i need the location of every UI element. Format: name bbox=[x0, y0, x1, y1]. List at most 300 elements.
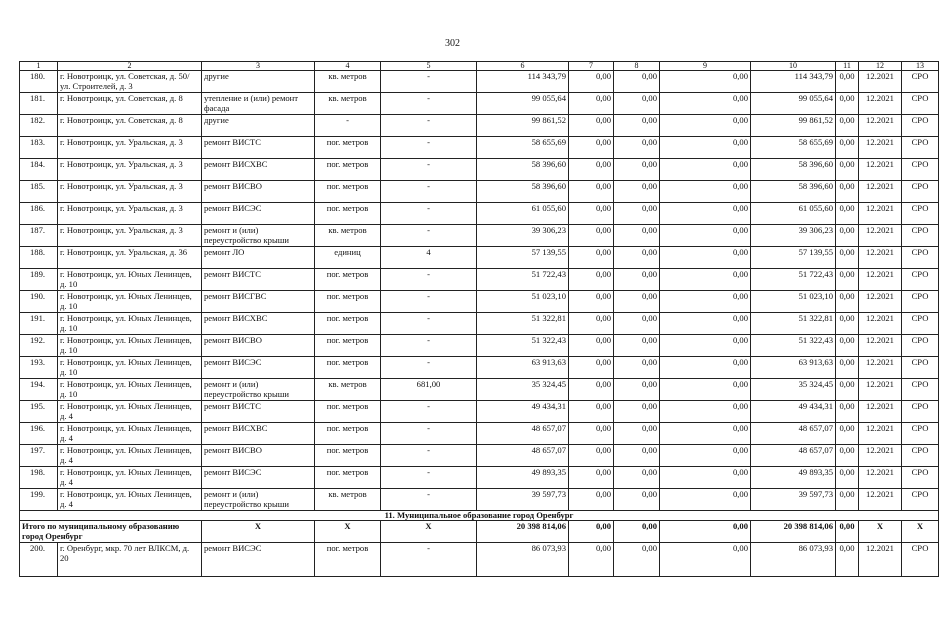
unit-cell: пог. метров bbox=[315, 401, 381, 423]
unit-cell: пог. метров bbox=[315, 335, 381, 357]
cost-fund-cell: 0,00 bbox=[569, 423, 614, 445]
unit-cell: пог. метров bbox=[315, 203, 381, 225]
row-number: 180. bbox=[20, 71, 58, 93]
address-cell: г. Новотроицк, ул. Юных Ленинцев, д. 10 bbox=[58, 357, 202, 379]
method-cell: СРО bbox=[902, 543, 939, 577]
deadline-cell: 12.2021 bbox=[859, 489, 902, 511]
quantity-cell: - bbox=[381, 115, 477, 137]
specific-cost-cell: 0,00 bbox=[836, 291, 859, 313]
cost-fund-cell: 0,00 bbox=[569, 357, 614, 379]
address-cell: г. Новотроицк, ул. Уральская, д. 3 bbox=[58, 225, 202, 247]
address-cell: г. Новотроицк, ул. Юных Ленинцев, д. 10 bbox=[58, 291, 202, 313]
cost-owners-cell: 57 139,55 bbox=[751, 247, 836, 269]
total-v12-cell: X bbox=[859, 521, 902, 543]
table-row bbox=[20, 269, 939, 291]
cost-budget-cell: 0,00 bbox=[614, 401, 660, 423]
cost-owners-cell: 51 322,81 bbox=[751, 313, 836, 335]
method-cell: СРО bbox=[902, 181, 939, 203]
table-row bbox=[20, 423, 939, 445]
total-work-cell: X bbox=[202, 521, 315, 543]
unit-cell: кв. метров bbox=[315, 489, 381, 511]
cost-total-cell: 86 073,93 bbox=[477, 543, 569, 577]
cost-fund-cell: 0,00 bbox=[569, 203, 614, 225]
address-cell: г. Новотроицк, ул. Уральская, д. 3 bbox=[58, 203, 202, 225]
quantity-cell: - bbox=[381, 357, 477, 379]
unit-cell: пог. метров bbox=[315, 467, 381, 489]
cost-owners-cell: 39 306,23 bbox=[751, 225, 836, 247]
total-v6-cell: 20 398 814,06 bbox=[477, 521, 569, 543]
column-number: 6 bbox=[477, 62, 569, 71]
specific-cost-cell: 0,00 bbox=[836, 357, 859, 379]
unit-cell: - bbox=[315, 115, 381, 137]
method-cell: СРО bbox=[902, 115, 939, 137]
unit-cell: пог. метров bbox=[315, 445, 381, 467]
method-cell: СРО bbox=[902, 379, 939, 401]
address-cell: г. Новотроицк, ул. Уральская, д. 3 bbox=[58, 159, 202, 181]
cost-other-cell: 0,00 bbox=[660, 489, 751, 511]
cost-owners-cell: 48 657,07 bbox=[751, 423, 836, 445]
section-header-row bbox=[20, 511, 939, 521]
work-type-cell: ремонт ВИСГВС bbox=[202, 291, 315, 313]
work-type-cell: ремонт ВИСХВС bbox=[202, 313, 315, 335]
address-cell: г. Новотроицк, ул. Юных Ленинцев, д. 4 bbox=[58, 445, 202, 467]
deadline-cell: 12.2021 bbox=[859, 269, 902, 291]
work-type-cell: ремонт ВИСВО bbox=[202, 335, 315, 357]
method-cell: СРО bbox=[902, 137, 939, 159]
quantity-cell: - bbox=[381, 93, 477, 115]
unit-cell: пог. метров bbox=[315, 291, 381, 313]
total-v7-cell: 0,00 bbox=[569, 521, 614, 543]
work-type-cell: другие bbox=[202, 115, 315, 137]
method-cell: СРО bbox=[902, 445, 939, 467]
table-row bbox=[20, 71, 939, 93]
cost-owners-cell: 58 655,69 bbox=[751, 137, 836, 159]
table-row bbox=[20, 137, 939, 159]
cost-total-cell: 63 913,63 bbox=[477, 357, 569, 379]
method-cell: СРО bbox=[902, 159, 939, 181]
deadline-cell: 12.2021 bbox=[859, 115, 902, 137]
row-number: 193. bbox=[20, 357, 58, 379]
cost-total-cell: 39 597,73 bbox=[477, 489, 569, 511]
cost-budget-cell: 0,00 bbox=[614, 71, 660, 93]
table-row bbox=[20, 203, 939, 225]
cost-owners-cell: 39 597,73 bbox=[751, 489, 836, 511]
table-row bbox=[20, 313, 939, 335]
cost-other-cell: 0,00 bbox=[660, 445, 751, 467]
quantity-cell: - bbox=[381, 203, 477, 225]
cost-other-cell: 0,00 bbox=[660, 225, 751, 247]
method-cell: СРО bbox=[902, 225, 939, 247]
table-row bbox=[20, 445, 939, 467]
address-cell: г. Новотроицк, ул. Уральская, д. 3 bbox=[58, 181, 202, 203]
quantity-cell: 4 bbox=[381, 247, 477, 269]
cost-other-cell: 0,00 bbox=[660, 203, 751, 225]
method-cell: СРО bbox=[902, 71, 939, 93]
address-cell: г. Новотроицк, ул. Советская, д. 8 bbox=[58, 115, 202, 137]
row-number: 199. bbox=[20, 489, 58, 511]
cost-total-cell: 51 322,81 bbox=[477, 313, 569, 335]
cost-other-cell: 0,00 bbox=[660, 423, 751, 445]
column-number: 7 bbox=[569, 62, 614, 71]
cost-owners-cell: 63 913,63 bbox=[751, 357, 836, 379]
table-row bbox=[20, 543, 939, 577]
work-type-cell: ремонт ВИСЭС bbox=[202, 203, 315, 225]
address-cell: г. Новотроицк, ул. Уральская, д. 36 bbox=[58, 247, 202, 269]
row-number: 182. bbox=[20, 115, 58, 137]
work-type-cell: ремонт ВИСХВС bbox=[202, 423, 315, 445]
cost-fund-cell: 0,00 bbox=[569, 313, 614, 335]
cost-other-cell: 0,00 bbox=[660, 335, 751, 357]
cost-fund-cell: 0,00 bbox=[569, 445, 614, 467]
column-number: 13 bbox=[902, 62, 939, 71]
unit-cell: пог. метров bbox=[315, 543, 381, 577]
table-row bbox=[20, 379, 939, 401]
address-cell: г. Новотроицк, ул. Юных Ленинцев, д. 10 bbox=[58, 313, 202, 335]
specific-cost-cell: 0,00 bbox=[836, 423, 859, 445]
method-cell: СРО bbox=[902, 291, 939, 313]
cost-other-cell: 0,00 bbox=[660, 181, 751, 203]
column-number: 4 bbox=[315, 62, 381, 71]
cost-budget-cell: 0,00 bbox=[614, 291, 660, 313]
unit-cell: пог. метров bbox=[315, 137, 381, 159]
cost-budget-cell: 0,00 bbox=[614, 489, 660, 511]
unit-cell: пог. метров bbox=[315, 159, 381, 181]
quantity-cell: - bbox=[381, 543, 477, 577]
cost-budget-cell: 0,00 bbox=[614, 313, 660, 335]
work-type-cell: ремонт и (или) переустройство крыши bbox=[202, 379, 315, 401]
method-cell: СРО bbox=[902, 357, 939, 379]
deadline-cell: 12.2021 bbox=[859, 423, 902, 445]
table-row bbox=[20, 181, 939, 203]
cost-total-cell: 99 861,52 bbox=[477, 115, 569, 137]
cost-total-cell: 39 306,23 bbox=[477, 225, 569, 247]
table-row bbox=[20, 357, 939, 379]
cost-other-cell: 0,00 bbox=[660, 115, 751, 137]
unit-cell: пог. метров bbox=[315, 181, 381, 203]
cost-other-cell: 0,00 bbox=[660, 159, 751, 181]
unit-cell: пог. метров bbox=[315, 269, 381, 291]
row-number: 181. bbox=[20, 93, 58, 115]
cost-fund-cell: 0,00 bbox=[569, 159, 614, 181]
cost-fund-cell: 0,00 bbox=[569, 225, 614, 247]
cost-owners-cell: 58 396,60 bbox=[751, 159, 836, 181]
address-cell: г. Новотроицк, ул. Уральская, д. 3 bbox=[58, 137, 202, 159]
method-cell: СРО bbox=[902, 93, 939, 115]
work-type-cell: другие bbox=[202, 71, 315, 93]
deadline-cell: 12.2021 bbox=[859, 313, 902, 335]
work-type-cell: ремонт ВИСТС bbox=[202, 137, 315, 159]
work-type-cell: утепление и (или) ремонт фасада bbox=[202, 93, 315, 115]
cost-budget-cell: 0,00 bbox=[614, 543, 660, 577]
table-row bbox=[20, 467, 939, 489]
table-row bbox=[20, 489, 939, 511]
cost-owners-cell: 48 657,07 bbox=[751, 445, 836, 467]
unit-cell: кв. метров bbox=[315, 71, 381, 93]
quantity-cell: - bbox=[381, 137, 477, 159]
cost-budget-cell: 0,00 bbox=[614, 159, 660, 181]
column-number: 10 bbox=[751, 62, 836, 71]
deadline-cell: 12.2021 bbox=[859, 379, 902, 401]
column-number: 12 bbox=[859, 62, 902, 71]
cost-fund-cell: 0,00 bbox=[569, 71, 614, 93]
total-v8-cell: 0,00 bbox=[614, 521, 660, 543]
cost-fund-cell: 0,00 bbox=[569, 291, 614, 313]
specific-cost-cell: 0,00 bbox=[836, 445, 859, 467]
method-cell: СРО bbox=[902, 313, 939, 335]
column-number: 8 bbox=[614, 62, 660, 71]
cost-owners-cell: 51 322,43 bbox=[751, 335, 836, 357]
row-number: 195. bbox=[20, 401, 58, 423]
row-number: 196. bbox=[20, 423, 58, 445]
address-cell: г. Новотроицк, ул. Юных Ленинцев, д. 10 bbox=[58, 335, 202, 357]
row-number: 185. bbox=[20, 181, 58, 203]
cost-other-cell: 0,00 bbox=[660, 291, 751, 313]
quantity-cell: - bbox=[381, 71, 477, 93]
cost-other-cell: 0,00 bbox=[660, 137, 751, 159]
unit-cell: кв. метров bbox=[315, 93, 381, 115]
work-type-cell: ремонт ВИСВО bbox=[202, 445, 315, 467]
cost-total-cell: 35 324,45 bbox=[477, 379, 569, 401]
cost-budget-cell: 0,00 bbox=[614, 379, 660, 401]
total-row bbox=[20, 521, 939, 543]
work-type-cell: ремонт ВИСЭС bbox=[202, 467, 315, 489]
total-v10-cell: 20 398 814,06 bbox=[751, 521, 836, 543]
method-cell: СРО bbox=[902, 203, 939, 225]
cost-total-cell: 48 657,07 bbox=[477, 423, 569, 445]
specific-cost-cell: 0,00 bbox=[836, 269, 859, 291]
specific-cost-cell: 0,00 bbox=[836, 543, 859, 577]
cost-budget-cell: 0,00 bbox=[614, 225, 660, 247]
cost-budget-cell: 0,00 bbox=[614, 335, 660, 357]
quantity-cell: - bbox=[381, 335, 477, 357]
cost-fund-cell: 0,00 bbox=[569, 401, 614, 423]
cost-fund-cell: 0,00 bbox=[569, 137, 614, 159]
specific-cost-cell: 0,00 bbox=[836, 489, 859, 511]
row-number: 183. bbox=[20, 137, 58, 159]
cost-budget-cell: 0,00 bbox=[614, 467, 660, 489]
cost-total-cell: 48 657,07 bbox=[477, 445, 569, 467]
specific-cost-cell: 0,00 bbox=[836, 379, 859, 401]
unit-cell: пог. метров bbox=[315, 313, 381, 335]
total-v11-cell: 0,00 bbox=[836, 521, 859, 543]
cost-owners-cell: 35 324,45 bbox=[751, 379, 836, 401]
table-row bbox=[20, 401, 939, 423]
cost-other-cell: 0,00 bbox=[660, 313, 751, 335]
specific-cost-cell: 0,00 bbox=[836, 313, 859, 335]
quantity-cell: - bbox=[381, 423, 477, 445]
table-row bbox=[20, 291, 939, 313]
cost-budget-cell: 0,00 bbox=[614, 247, 660, 269]
specific-cost-cell: 0,00 bbox=[836, 159, 859, 181]
deadline-cell: 12.2021 bbox=[859, 335, 902, 357]
specific-cost-cell: 0,00 bbox=[836, 115, 859, 137]
table-row bbox=[20, 93, 939, 115]
unit-cell: единиц bbox=[315, 247, 381, 269]
address-cell: г. Новотроицк, ул. Юных Ленинцев, д. 4 bbox=[58, 423, 202, 445]
cost-owners-cell: 99 055,64 bbox=[751, 93, 836, 115]
row-number: 191. bbox=[20, 313, 58, 335]
specific-cost-cell: 0,00 bbox=[836, 247, 859, 269]
deadline-cell: 12.2021 bbox=[859, 137, 902, 159]
total-qty-cell: X bbox=[381, 521, 477, 543]
specific-cost-cell: 0,00 bbox=[836, 225, 859, 247]
row-number: 188. bbox=[20, 247, 58, 269]
work-type-cell: ремонт ВИСТС bbox=[202, 269, 315, 291]
method-cell: СРО bbox=[902, 247, 939, 269]
work-type-cell: ремонт ВИСЭС bbox=[202, 543, 315, 577]
quantity-cell: - bbox=[381, 313, 477, 335]
cost-owners-cell: 114 343,79 bbox=[751, 71, 836, 93]
quantity-cell: - bbox=[381, 489, 477, 511]
cost-total-cell: 61 055,60 bbox=[477, 203, 569, 225]
cost-budget-cell: 0,00 bbox=[614, 137, 660, 159]
cost-other-cell: 0,00 bbox=[660, 269, 751, 291]
address-cell: г. Новотроицк, ул. Юных Ленинцев, д. 10 bbox=[58, 269, 202, 291]
work-type-cell: ремонт ВИСЭС bbox=[202, 357, 315, 379]
deadline-cell: 12.2021 bbox=[859, 203, 902, 225]
deadline-cell: 12.2021 bbox=[859, 445, 902, 467]
quantity-cell: - bbox=[381, 159, 477, 181]
cost-budget-cell: 0,00 bbox=[614, 357, 660, 379]
cost-total-cell: 58 396,60 bbox=[477, 181, 569, 203]
section-title: 11. Муниципальное образование город Оренбург bbox=[20, 511, 939, 521]
cost-owners-cell: 86 073,93 bbox=[751, 543, 836, 577]
cost-budget-cell: 0,00 bbox=[614, 181, 660, 203]
cost-other-cell: 0,00 bbox=[660, 401, 751, 423]
column-number: 11 bbox=[836, 62, 859, 71]
deadline-cell: 12.2021 bbox=[859, 401, 902, 423]
cost-fund-cell: 0,00 bbox=[569, 379, 614, 401]
address-cell: г. Новотроицк, ул. Юных Ленинцев, д. 4 bbox=[58, 401, 202, 423]
address-cell: г. Новотроицк, ул. Юных Ленинцев, д. 10 bbox=[58, 379, 202, 401]
quantity-cell: 681,00 bbox=[381, 379, 477, 401]
deadline-cell: 12.2021 bbox=[859, 467, 902, 489]
specific-cost-cell: 0,00 bbox=[836, 401, 859, 423]
quantity-cell: - bbox=[381, 467, 477, 489]
quantity-cell: - bbox=[381, 291, 477, 313]
address-cell: г. Новотроицк, ул. Юных Ленинцев, д. 4 bbox=[58, 489, 202, 511]
method-cell: СРО bbox=[902, 335, 939, 357]
deadline-cell: 12.2021 bbox=[859, 225, 902, 247]
method-cell: СРО bbox=[902, 489, 939, 511]
unit-cell: пог. метров bbox=[315, 357, 381, 379]
total-v9-cell: 0,00 bbox=[660, 521, 751, 543]
specific-cost-cell: 0,00 bbox=[836, 93, 859, 115]
cost-budget-cell: 0,00 bbox=[614, 93, 660, 115]
row-number: 194. bbox=[20, 379, 58, 401]
deadline-cell: 12.2021 bbox=[859, 181, 902, 203]
cost-owners-cell: 58 396,60 bbox=[751, 181, 836, 203]
cost-other-cell: 0,00 bbox=[660, 379, 751, 401]
cost-total-cell: 51 722,43 bbox=[477, 269, 569, 291]
cost-total-cell: 114 343,79 bbox=[477, 71, 569, 93]
deadline-cell: 12.2021 bbox=[859, 247, 902, 269]
cost-fund-cell: 0,00 bbox=[569, 115, 614, 137]
total-unit-cell: X bbox=[315, 521, 381, 543]
cost-budget-cell: 0,00 bbox=[614, 423, 660, 445]
column-number: 5 bbox=[381, 62, 477, 71]
row-number: 192. bbox=[20, 335, 58, 357]
row-number: 197. bbox=[20, 445, 58, 467]
cost-total-cell: 57 139,55 bbox=[477, 247, 569, 269]
cost-owners-cell: 49 434,31 bbox=[751, 401, 836, 423]
specific-cost-cell: 0,00 bbox=[836, 137, 859, 159]
cost-budget-cell: 0,00 bbox=[614, 269, 660, 291]
table-row bbox=[20, 225, 939, 247]
unit-cell: кв. метров bbox=[315, 225, 381, 247]
row-number: 187. bbox=[20, 225, 58, 247]
cost-owners-cell: 51 023,10 bbox=[751, 291, 836, 313]
specific-cost-cell: 0,00 bbox=[836, 467, 859, 489]
cost-other-cell: 0,00 bbox=[660, 93, 751, 115]
table-row bbox=[20, 335, 939, 357]
total-v13-cell: X bbox=[902, 521, 939, 543]
specific-cost-cell: 0,00 bbox=[836, 181, 859, 203]
row-number: 190. bbox=[20, 291, 58, 313]
quantity-cell: - bbox=[381, 401, 477, 423]
cost-fund-cell: 0,00 bbox=[569, 489, 614, 511]
row-number: 189. bbox=[20, 269, 58, 291]
column-number: 3 bbox=[202, 62, 315, 71]
cost-other-cell: 0,00 bbox=[660, 467, 751, 489]
cost-fund-cell: 0,00 bbox=[569, 247, 614, 269]
cost-fund-cell: 0,00 bbox=[569, 543, 614, 577]
cost-fund-cell: 0,00 bbox=[569, 181, 614, 203]
cost-fund-cell: 0,00 bbox=[569, 93, 614, 115]
row-number: 186. bbox=[20, 203, 58, 225]
column-number: 9 bbox=[660, 62, 751, 71]
address-cell: г. Новотроицк, ул. Советская, д. 8 bbox=[58, 93, 202, 115]
table-row bbox=[20, 159, 939, 181]
deadline-cell: 12.2021 bbox=[859, 93, 902, 115]
address-cell: г. Оренбург, мкр. 70 лет ВЛКСМ, д. 20 bbox=[58, 543, 202, 577]
method-cell: СРО bbox=[902, 467, 939, 489]
capital-repair-table bbox=[19, 61, 939, 577]
unit-cell: кв. метров bbox=[315, 379, 381, 401]
work-type-cell: ремонт ВИСВО bbox=[202, 181, 315, 203]
cost-other-cell: 0,00 bbox=[660, 71, 751, 93]
page-number: 302 bbox=[445, 38, 460, 49]
quantity-cell: - bbox=[381, 225, 477, 247]
table-row bbox=[20, 247, 939, 269]
cost-fund-cell: 0,00 bbox=[569, 467, 614, 489]
specific-cost-cell: 0,00 bbox=[836, 203, 859, 225]
unit-cell: пог. метров bbox=[315, 423, 381, 445]
cost-other-cell: 0,00 bbox=[660, 247, 751, 269]
row-number: 200. bbox=[20, 543, 58, 577]
work-type-cell: ремонт и (или) переустройство крыши bbox=[202, 225, 315, 247]
deadline-cell: 12.2021 bbox=[859, 291, 902, 313]
address-cell: г. Новотроицк, ул. Советская, д. 50/ул. Строителей, д. 3 bbox=[58, 71, 202, 93]
cost-fund-cell: 0,00 bbox=[569, 269, 614, 291]
method-cell: СРО bbox=[902, 423, 939, 445]
cost-owners-cell: 51 722,43 bbox=[751, 269, 836, 291]
column-number: 1 bbox=[20, 62, 58, 71]
quantity-cell: - bbox=[381, 269, 477, 291]
specific-cost-cell: 0,00 bbox=[836, 335, 859, 357]
cost-owners-cell: 61 055,60 bbox=[751, 203, 836, 225]
quantity-cell: - bbox=[381, 181, 477, 203]
cost-budget-cell: 0,00 bbox=[614, 445, 660, 467]
cost-owners-cell: 99 861,52 bbox=[751, 115, 836, 137]
cost-total-cell: 58 655,69 bbox=[477, 137, 569, 159]
table-row bbox=[20, 115, 939, 137]
cost-total-cell: 58 396,60 bbox=[477, 159, 569, 181]
method-cell: СРО bbox=[902, 269, 939, 291]
address-cell: г. Новотроицк, ул. Юных Ленинцев, д. 4 bbox=[58, 467, 202, 489]
row-number: 184. bbox=[20, 159, 58, 181]
deadline-cell: 12.2021 bbox=[859, 357, 902, 379]
